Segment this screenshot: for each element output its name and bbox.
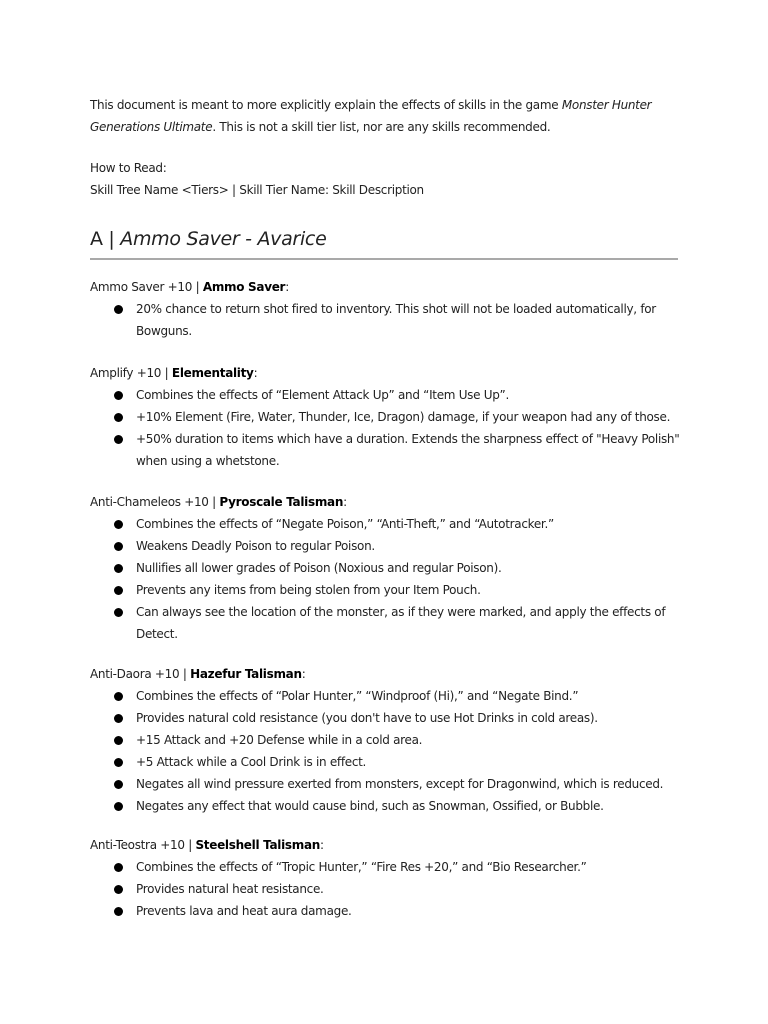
skill-tree-name: Anti-Daora +10 | bbox=[90, 667, 191, 681]
list-item-text: Prevents any items from being stolen from your Item Pouch. bbox=[136, 583, 481, 597]
bullet-icon bbox=[114, 780, 123, 789]
intro-text-start: This document is meant to more explicitly explain the effects of skills in the game bbox=[90, 98, 562, 112]
section-range: Ammo Saver - Avarice bbox=[120, 228, 327, 250]
skill-description-list bbox=[90, 384, 690, 472]
skill-tier-name: Ammo Saver bbox=[202, 280, 286, 294]
section-letter: A | bbox=[90, 228, 121, 250]
section-heading bbox=[90, 226, 678, 252]
list-item-text: +5 Attack while a Cool Drink is in effect. bbox=[136, 755, 367, 769]
colon: : bbox=[301, 667, 306, 681]
list-item-text: Weakens Deadly Poison to regular Poison. bbox=[136, 539, 375, 553]
skill-tree-name: Amplify +10 | bbox=[90, 366, 172, 380]
how-to-read bbox=[90, 157, 680, 201]
bullet-icon bbox=[114, 305, 123, 314]
skill-tier-name: Pyroscale Talisman bbox=[219, 495, 344, 509]
bullet-icon bbox=[114, 564, 123, 573]
list-item bbox=[90, 856, 690, 878]
skill-entry bbox=[90, 362, 690, 472]
list-item-text: Combines the effects of “Element Attack Up” and “Item Use Up”. bbox=[136, 388, 509, 402]
list-item-text: +15 Attack and +20 Defense while in a cold area. bbox=[136, 733, 423, 747]
skill-header bbox=[90, 834, 690, 856]
bullet-icon bbox=[114, 692, 123, 701]
skill-tree-name: Anti-Chameleos +10 | bbox=[90, 495, 220, 509]
how-to-read-format: Skill Tree Name <Tiers> | Skill Tier Name: Skill Description bbox=[90, 183, 424, 197]
list-item bbox=[90, 773, 690, 795]
skill-description-list bbox=[90, 298, 690, 342]
list-item bbox=[90, 557, 690, 579]
list-item bbox=[90, 513, 690, 535]
colon: : bbox=[343, 495, 347, 509]
list-item bbox=[90, 298, 690, 342]
how-to-read-label: How to Read: bbox=[90, 161, 167, 175]
bullet-icon bbox=[114, 758, 123, 767]
intro-paragraph bbox=[90, 94, 680, 138]
skill-entry bbox=[90, 276, 690, 342]
game-title: Monster Hunter Generations Ultimate bbox=[90, 98, 652, 134]
skill-header bbox=[90, 663, 690, 685]
list-item-text: Negates all wind pressure exerted from monsters, except for Dragonwind, which is reduced. bbox=[136, 777, 664, 791]
bullet-icon bbox=[114, 736, 123, 745]
bullet-icon bbox=[114, 413, 123, 422]
list-item-text: +50% duration to items which have a duration. Extends the sharpness effect of "Heavy Polish" when using a whetstone. bbox=[136, 432, 680, 468]
list-item bbox=[90, 795, 690, 817]
bullet-icon bbox=[114, 520, 123, 529]
bullet-icon bbox=[114, 802, 123, 811]
list-item-text: 20% chance to return shot fired to inventory. This shot will not be loaded automatically, for Bowguns. bbox=[136, 302, 656, 338]
list-item-text: Provides natural cold resistance (you don't have to use Hot Drinks in cold areas). bbox=[136, 711, 598, 725]
skill-description-list bbox=[90, 856, 690, 922]
list-item bbox=[90, 729, 690, 751]
list-item bbox=[90, 384, 690, 406]
list-item bbox=[90, 707, 690, 729]
bullet-icon bbox=[114, 586, 123, 595]
bullet-icon bbox=[114, 714, 123, 723]
list-item-text: Nullifies all lower grades of Poison (Noxious and regular Poison). bbox=[136, 561, 502, 575]
list-item-text: Provides natural heat resistance. bbox=[136, 882, 324, 896]
bullet-icon bbox=[114, 608, 123, 617]
skill-description-list bbox=[90, 685, 690, 817]
skill-header bbox=[90, 491, 690, 513]
list-item-text: Combines the effects of “Negate Poison,” “Anti-Theft,” and “Autotracker.” bbox=[136, 517, 554, 531]
bullet-icon bbox=[114, 863, 123, 872]
list-item-text: Can always see the location of the monster, as if they were marked, and apply the effects of Detect. bbox=[136, 605, 666, 641]
list-item-text: Combines the effects of “Tropic Hunter,” “Fire Res +20,” and “Bio Researcher.” bbox=[136, 860, 587, 874]
skill-description-list bbox=[90, 513, 690, 645]
list-item bbox=[90, 428, 690, 472]
bullet-icon bbox=[114, 542, 123, 551]
skill-entry bbox=[90, 663, 690, 817]
list-item-text: Combines the effects of “Polar Hunter,” “Windproof (Hi),” and “Negate Bind.” bbox=[136, 689, 579, 703]
skill-tree-name: Anti-Teostra +10 | bbox=[90, 838, 196, 852]
bullet-icon bbox=[114, 907, 123, 916]
bullet-icon bbox=[114, 885, 123, 894]
colon: : bbox=[253, 366, 258, 380]
list-item bbox=[90, 751, 690, 773]
intro-text bbox=[90, 94, 680, 138]
list-item bbox=[90, 878, 690, 900]
colon: : bbox=[285, 280, 289, 294]
list-item-text: Negates any effect that would cause bind, such as Snowman, Ossified, or Bubble. bbox=[136, 799, 604, 813]
skill-header bbox=[90, 362, 690, 384]
skill-tier-name: Steelshell Talisman bbox=[195, 838, 321, 852]
list-item-text: +10% Element (Fire, Water, Thunder, Ice, Dragon) damage, if your weapon had any of those. bbox=[136, 410, 671, 424]
list-item-text: Prevents lava and heat aura damage. bbox=[136, 904, 352, 918]
skill-tier-name: Elementality bbox=[171, 366, 254, 380]
list-item bbox=[90, 601, 690, 645]
list-item bbox=[90, 535, 690, 557]
skill-tree-name: Ammo Saver +10 | bbox=[90, 280, 203, 294]
colon: : bbox=[320, 838, 324, 852]
list-item bbox=[90, 900, 690, 922]
bullet-icon bbox=[114, 435, 123, 444]
list-item bbox=[90, 579, 690, 601]
list-item bbox=[90, 406, 690, 428]
skill-entry bbox=[90, 834, 690, 922]
section-divider bbox=[90, 258, 678, 260]
bullet-icon bbox=[114, 391, 123, 400]
skill-entry bbox=[90, 491, 690, 645]
skill-header bbox=[90, 276, 690, 298]
list-item bbox=[90, 685, 690, 707]
skill-tier-name: Hazefur Talisman bbox=[190, 667, 302, 681]
intro-text-end: . This is not a skill tier list, nor are any skills recommended. bbox=[212, 120, 551, 134]
